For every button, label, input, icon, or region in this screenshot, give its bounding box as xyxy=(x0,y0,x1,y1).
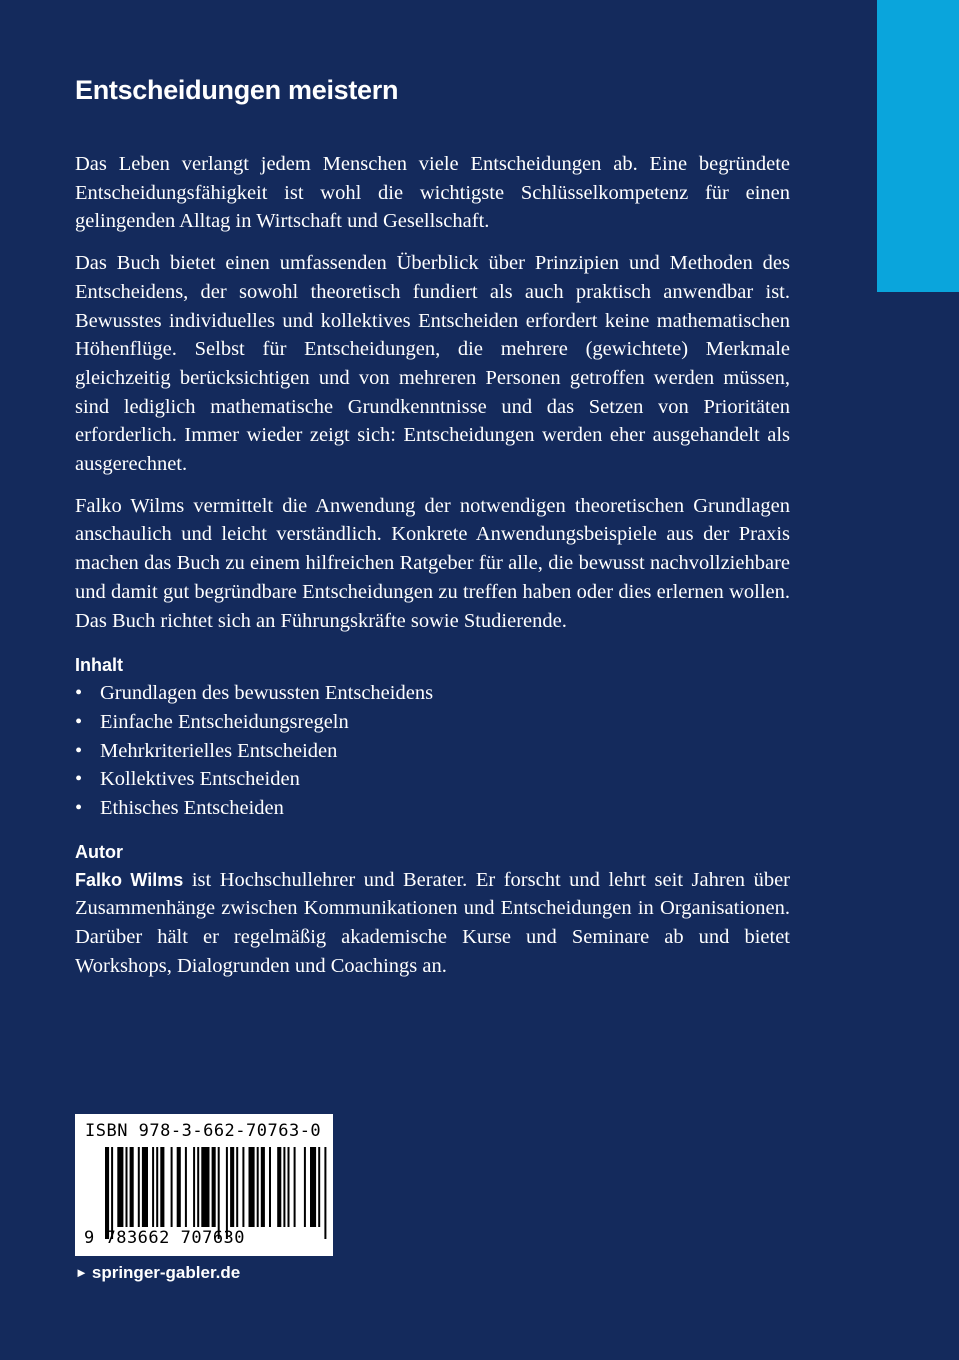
list-item xyxy=(75,679,790,708)
bullet-icon: • xyxy=(75,797,83,820)
barcode-bar xyxy=(283,1147,285,1227)
bullet-icon: • xyxy=(75,768,83,791)
contents-heading: Inhalt xyxy=(75,655,123,676)
barcode-bar xyxy=(226,1147,228,1239)
barcode-bar xyxy=(288,1147,290,1227)
book-title: Entscheidungen meistern xyxy=(75,75,399,105)
barcode-bar xyxy=(294,1147,296,1227)
barcode-bar xyxy=(218,1147,220,1239)
barcode-bar xyxy=(130,1147,134,1227)
barcode-bar xyxy=(324,1147,326,1239)
description-paragraph-1: Das Leben verlangt jedem Menschen viele Entscheidungen ab. Eine begründete Entscheidungsfähigkeit ist wohl die wichtigste Schlüsselkompetenz für einen gelingenden Alltag in Wirtschaft und Gesellschaft. xyxy=(75,153,790,233)
back-cover-text xyxy=(75,70,790,994)
list-item xyxy=(75,708,790,737)
publisher-url: springer-gabler.de xyxy=(91,1263,241,1282)
barcode-bar xyxy=(269,1147,271,1227)
barcode-bar xyxy=(193,1147,195,1227)
barcode-bar xyxy=(261,1147,265,1227)
barcode-bar xyxy=(138,1147,140,1227)
barcode-bar xyxy=(236,1147,238,1227)
list-item xyxy=(75,737,790,766)
author-bio-text: ist Hochschullehrer und Berater. Er forscht und lehrt seit Jahren über Zusammenhänge zwischen Kommunikationen und Entscheidungen in Organisationen. Darüber hält er regelmäßig akademische Kurse und Seminare ab und bietet Workshops, Dialogrunden und Coachings an. xyxy=(75,868,791,977)
barcode-bar xyxy=(201,1147,209,1227)
barcode-bar xyxy=(277,1147,281,1227)
barcode-bar xyxy=(310,1147,316,1227)
barcode-bar xyxy=(249,1147,255,1227)
bullet-icon: • xyxy=(75,739,83,762)
author-heading: Autor xyxy=(75,841,123,862)
barcode-bar xyxy=(257,1147,259,1227)
publisher-link[interactable] xyxy=(75,1262,240,1284)
list-item xyxy=(75,765,790,794)
list-item-text: Kollektives Entscheiden xyxy=(100,768,300,791)
barcode-bar xyxy=(212,1147,216,1227)
author-name: Falko Wilms xyxy=(75,869,184,890)
isbn-barcode xyxy=(75,1114,333,1256)
list-item-text: Einfache Entscheidungsregeln xyxy=(100,710,349,733)
barcode-bar xyxy=(105,1147,109,1239)
barcode-bar xyxy=(152,1147,154,1227)
barcode-bar xyxy=(142,1147,148,1227)
barcode-bar xyxy=(242,1147,244,1227)
isbn-label: ISBN 978-3-662-70763-0 xyxy=(85,1121,322,1141)
arrow-right-icon: ► xyxy=(75,1265,88,1280)
barcode-bar xyxy=(126,1147,128,1227)
barcode-digits: 9 783662 707630 xyxy=(84,1228,246,1248)
barcode-bar xyxy=(171,1147,173,1227)
accent-stripe xyxy=(877,0,959,292)
barcode-bar xyxy=(160,1147,164,1227)
barcode-bar xyxy=(177,1147,181,1227)
barcode-bar xyxy=(117,1147,123,1227)
barcode-bar xyxy=(185,1147,187,1227)
description-paragraph-3: Falko Wilms vermittelt die Anwendung der notwendigen theoretischen Grundlagen anschaulich und leicht verständlich. Konkrete Anwendungsbeispiele aus der Praxis machen das Buch zu einem hilfreichen Ratgeber für alle, die bewusst nachvollziehbare und damit gut begründbare Entscheidungen zu treffen haben oder dies erlernen wollen. Das Buch richtet sich an Führungskräfte sowie Studierende. xyxy=(75,494,790,632)
list-item xyxy=(75,794,790,823)
bullet-icon: • xyxy=(75,682,83,705)
barcode-bar xyxy=(197,1147,199,1227)
barcode-bar xyxy=(318,1147,320,1227)
barcode-bar xyxy=(156,1147,158,1227)
list-item-text: Mehrkriterielles Entscheiden xyxy=(100,739,338,762)
bullet-icon: • xyxy=(75,710,83,733)
barcode-bar xyxy=(230,1147,234,1227)
contents-list xyxy=(75,679,790,823)
author-bio xyxy=(75,866,790,981)
barcode-bar xyxy=(111,1147,113,1239)
list-item-text: Ethisches Entscheiden xyxy=(100,797,284,820)
list-item-text: Grundlagen des bewussten Entscheidens xyxy=(100,682,434,705)
description-paragraph-2: Das Buch bietet einen umfassenden Überblick über Prinzipien und Methoden des Entscheidens, der sowohl theoretisch fundiert als auch praktisch anwendbar ist. Bewusstes individuelles und kollektives Entscheiden erfordert keine mathematischen Höhenflüge. Selbst für Entscheidungen, die mehrere (gewichtete) Merkmale gleichzeitig berücksichtigen und von mehreren Personen getroffen werden müssen, sind lediglich mathematische Grundkenntnisse und das Setzen von Prioritäten erforderlich. Immer wieder zeigt sich: Entscheidungen werden eher ausgehandelt als ausgerechnet. xyxy=(75,252,790,476)
barcode-bar xyxy=(304,1147,306,1227)
